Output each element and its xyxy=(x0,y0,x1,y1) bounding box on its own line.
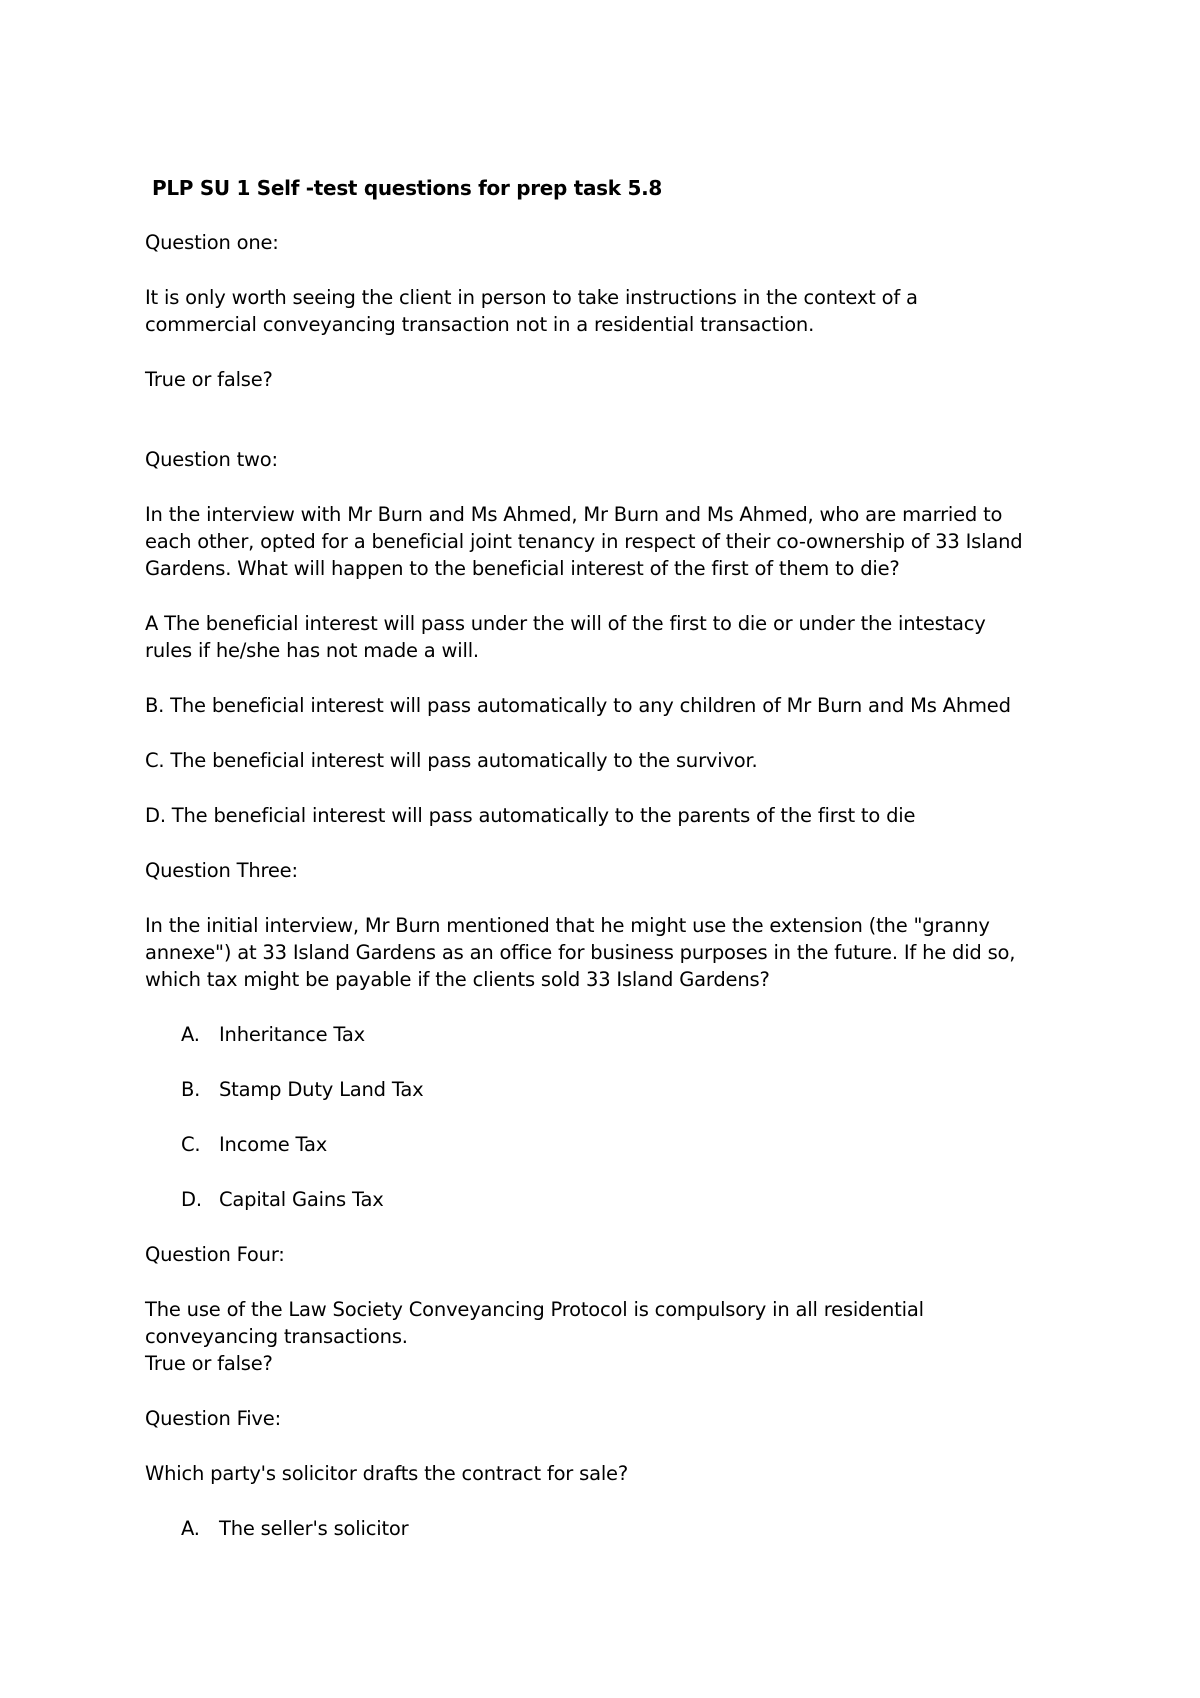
option-text-line: C. The beneficial interest will pass automatically to the survivor. xyxy=(145,749,758,772)
question-one-prompt xyxy=(145,366,1075,393)
question-two-heading xyxy=(145,446,1075,473)
question-two-option-d xyxy=(145,802,1075,829)
true-false-prompt: True or false? xyxy=(145,1352,273,1375)
option-text-line: rules if he/she has not made a will. xyxy=(145,639,479,662)
question-four-heading xyxy=(145,1241,1075,1268)
question-text-line: Gardens. What will happen to the beneficial interest of the first of them to die? xyxy=(145,557,900,580)
question-text-line: annexe") at 33 Island Gardens as an office for business purposes in the future. If he did so, xyxy=(145,941,1016,964)
question-text-line: Which party's solicitor drafts the contract for sale? xyxy=(145,1462,628,1485)
option-letter: D. xyxy=(181,1188,202,1211)
question-three-option xyxy=(181,1186,384,1213)
question-two-text xyxy=(145,501,1075,582)
question-five-heading xyxy=(145,1405,1075,1432)
question-three-option xyxy=(181,1021,365,1048)
option-letter: B. xyxy=(181,1078,201,1101)
option-letter: C. xyxy=(181,1133,201,1156)
question-heading: Question Three: xyxy=(145,859,298,882)
question-text-line: In the initial interview, Mr Burn mentioned that he might use the extension (the "granny xyxy=(145,914,990,937)
question-three-text xyxy=(145,912,1075,993)
option-text: Stamp Duty Land Tax xyxy=(219,1078,424,1101)
question-text-line: conveyancing transactions. xyxy=(145,1325,408,1348)
option-text: Inheritance Tax xyxy=(219,1023,365,1046)
option-text-line: A The beneficial interest will pass under the will of the first to die or under the intestacy xyxy=(145,612,986,635)
option-text-line: B. The beneficial interest will pass automatically to any children of Mr Burn and Ms Ahmed xyxy=(145,694,1011,717)
question-three-option xyxy=(181,1131,327,1158)
question-one-text xyxy=(145,284,1075,338)
question-two-option-a xyxy=(145,610,1075,664)
option-text: Capital Gains Tax xyxy=(219,1188,384,1211)
question-three-option xyxy=(181,1076,423,1103)
question-two-option-b xyxy=(145,692,1075,719)
question-text-line: It is only worth seeing the client in person to take instructions in the context of a xyxy=(145,286,918,309)
question-two-option-c xyxy=(145,747,1075,774)
question-four-text xyxy=(145,1296,1075,1377)
question-five-text xyxy=(145,1460,1075,1487)
option-text: The seller's solicitor xyxy=(219,1517,409,1540)
question-one-heading xyxy=(145,229,1075,256)
question-text-line: commercial conveyancing transaction not in a residential transaction. xyxy=(145,313,815,336)
question-text-line: The use of the Law Society Conveyancing Protocol is compulsory in all residential xyxy=(145,1298,924,1321)
question-text-line: which tax might be payable if the clients sold 33 Island Gardens? xyxy=(145,968,770,991)
question-heading: Question Four: xyxy=(145,1243,285,1266)
true-false-prompt: True or false? xyxy=(145,368,273,391)
question-heading: Question two: xyxy=(145,448,278,471)
option-text-line: D. The beneficial interest will pass automatically to the parents of the first to die xyxy=(145,804,916,827)
option-letter: A. xyxy=(181,1517,200,1540)
document-title: PLP SU 1 Self -test questions for prep task 5.8 xyxy=(152,176,662,200)
question-text-line: In the interview with Mr Burn and Ms Ahmed, Mr Burn and Ms Ahmed, who are married to xyxy=(145,503,1003,526)
option-letter: A. xyxy=(181,1023,200,1046)
question-heading: Question Five: xyxy=(145,1407,281,1430)
question-text-line: each other, opted for a beneficial joint tenancy in respect of their co-ownership of 33 Island xyxy=(145,530,1023,553)
question-five-option xyxy=(181,1515,408,1542)
question-three-heading xyxy=(145,857,1075,884)
option-text: Income Tax xyxy=(219,1133,328,1156)
question-heading: Question one: xyxy=(145,231,279,254)
